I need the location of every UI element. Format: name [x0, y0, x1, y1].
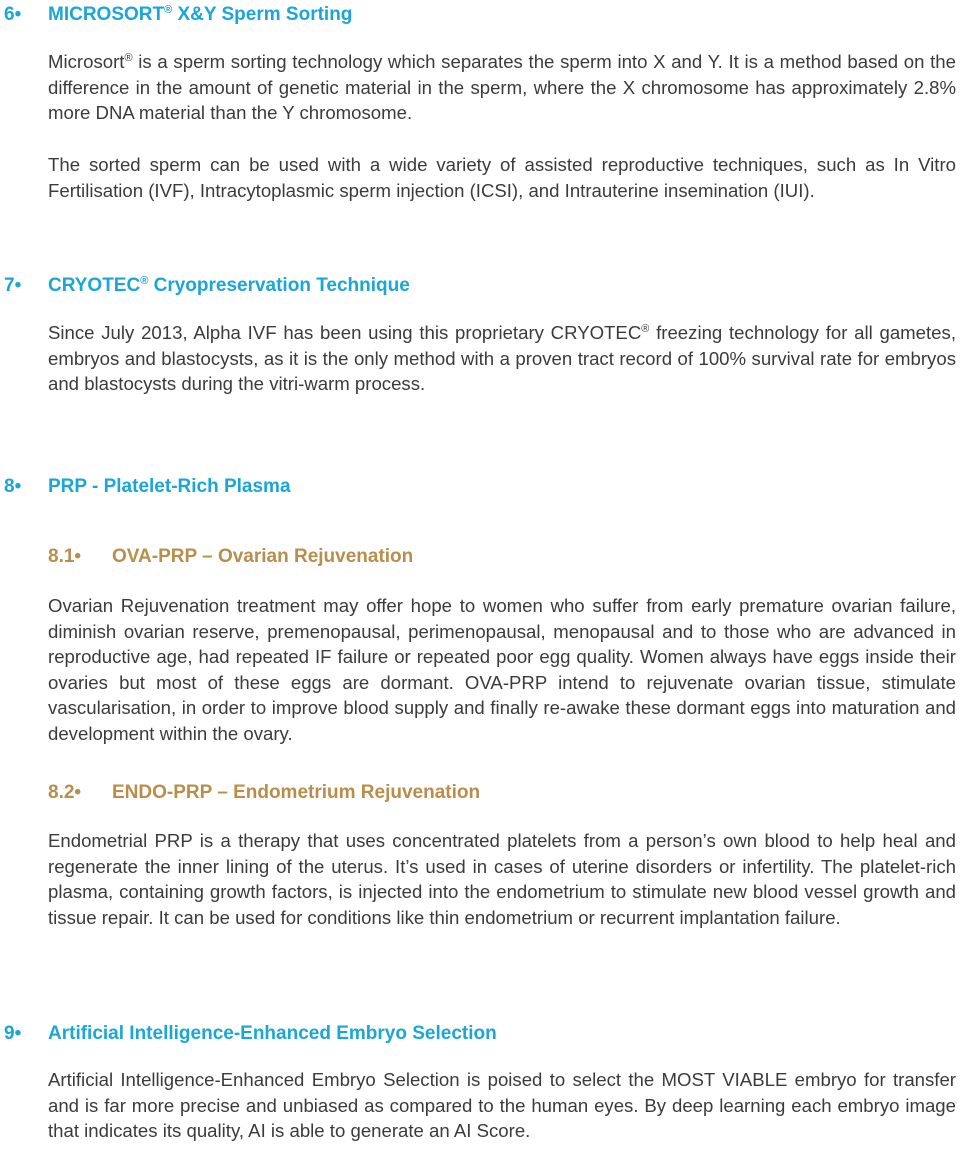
subsection-number: 8.2•: [48, 782, 82, 803]
section-number: 9•: [4, 1023, 22, 1044]
section-title: MICROSORT® X&Y Sperm Sorting: [48, 4, 353, 25]
paragraph: Ovarian Rejuvenation treatment may offer hope to women who suffer from early premature ovarian failure, diminish ovarian reserve, premenopausal, perimenopausal, menopausal and to those who are advanced in reproductive age, had repeated IF failure or repeated poor egg quality. Women always have eggs inside their ovaries but most of these eggs are dormant. OVA-PRP intend to rejuvenate ovarian tissue, stimulate vascularisation, in order to improve blood supply and finally re-awake these dormant eggs into maturation and development within the ovary.: [48, 595, 956, 744]
paragraph: Artificial Intelligence-Enhanced Embryo Selection is poised to select the MOST VIABLE embryo for transfer and is far more precise and unbiased as compared to the human eyes. By deep learning each embryo image that indicates its quality, AI is able to generate an AI Score.: [48, 1069, 956, 1142]
subsection-title: ENDO-PRP – Endometrium Rejuvenation: [112, 782, 481, 803]
section-title: PRP - Platelet-Rich Plasma: [48, 476, 291, 497]
paragraph: Endometrial PRP is a therapy that uses concentrated platelets from a person’s own blood to help heal and regenerate the inner lining of the uterus. It’s used in cases of uterine disorders or infertility. The platelet-rich plasma, containing growth factors, is injected into the endometrium to stimulate new blood vessel growth and tissue repair. It can be used for conditions like thin endometrium or recurrent implantation failure.: [48, 830, 956, 928]
section-number: 6•: [4, 4, 22, 25]
paragraph: Microsort® is a sperm sorting technology which separates the sperm into X and Y. It is a method based on the difference in the amount of genetic material in the sperm, where the X chromosome has approximately 2.8% more DNA material than the Y chromosome.: [48, 51, 956, 124]
subsection-title: OVA-PRP – Ovarian Rejuvenation: [112, 546, 414, 567]
section-number: 7•: [4, 275, 22, 296]
subsection-number: 8.1•: [48, 546, 82, 567]
paragraph: The sorted sperm can be used with a wide variety of assisted reproductive techniques, such as In Vitro Fertilisation (IVF), Intracytoplasmic sperm injection (ICSI), and Intrauterine insemination (IUI).: [48, 154, 956, 201]
paragraph: Since July 2013, Alpha IVF has been using this proprietary CRYOTEC® freezing technology for all gametes, embryos and blastocysts, as it is the only method with a proven tract record of 100% survival rate for embryos and blastocysts during the vitri-warm process.: [48, 322, 956, 395]
section-number: 8•: [4, 476, 22, 497]
section-title: Artificial Intelligence-Enhanced Embryo Selection: [48, 1023, 497, 1044]
section-title: CRYOTEC® Cryopreservation Technique: [48, 275, 410, 296]
